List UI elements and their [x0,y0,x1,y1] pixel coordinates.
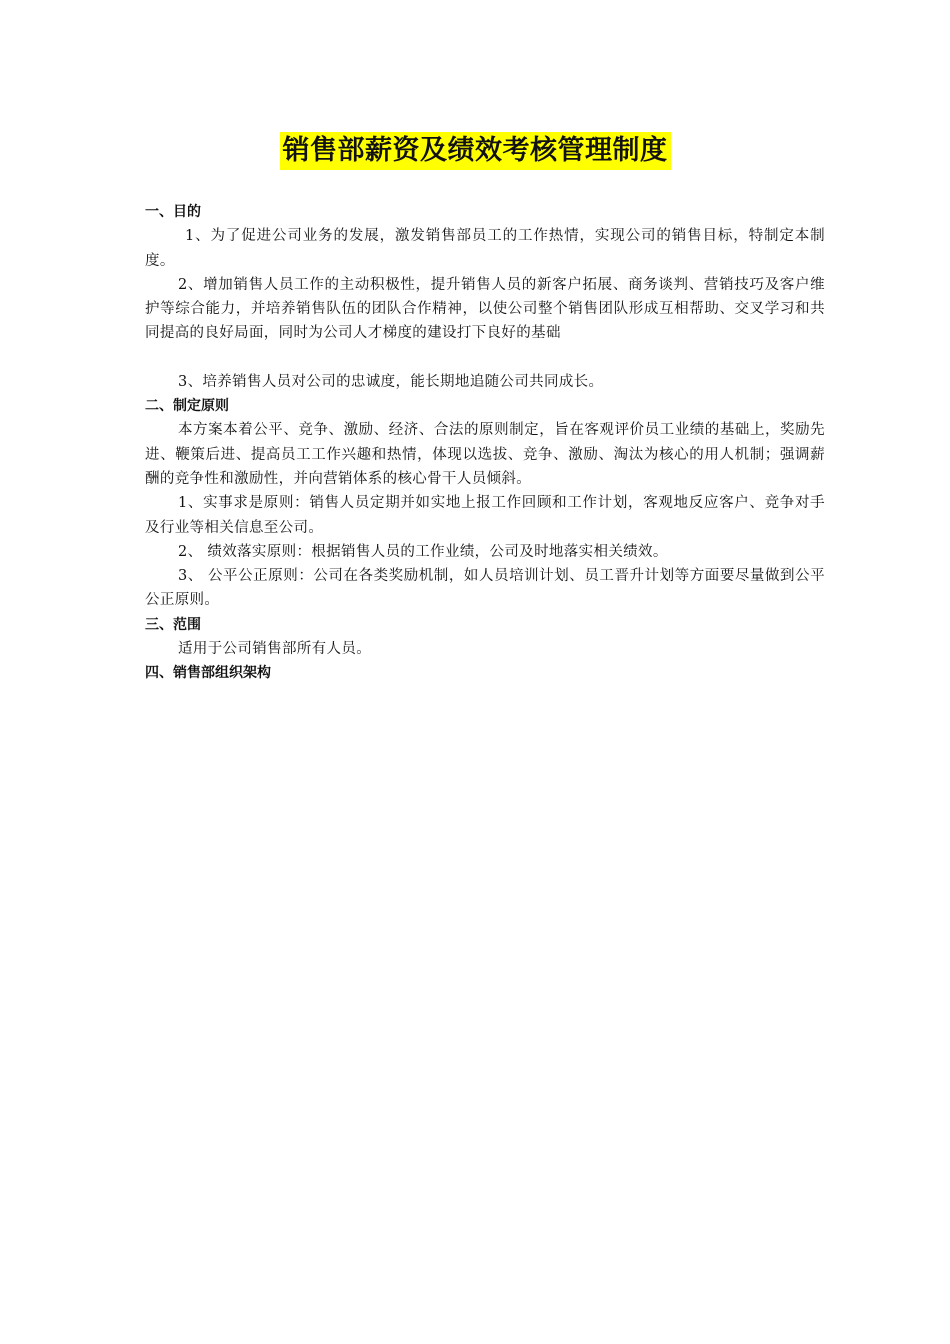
paragraph: 3、 公平公正原则：公司在各类奖励机制，如人员培训计划、员工晋升计划等方面要尽量做到公平公正原则。 [145,568,825,609]
blank-line [145,346,825,370]
document-body [145,200,825,686]
paragraph: 适用于公司销售部所有人员。 [178,641,372,658]
section-heading-org-structure: 四、销售部组织架构 [145,665,271,682]
paragraph: 本方案本着公平、竞争、激励、经济、合法的原则制定，旨在客观评价员工业绩的基础上，奖励先进、鞭策后进、提高员工工作兴趣和热情，体现以选拔、竞争、激励、淘汰为核心的用人机制；强调薪酬的竞争性和激励性，并向营销体系的核心骨干人员倾斜。 [145,422,825,487]
section-heading-purpose: 一、目的 [145,204,201,220]
title-container [0,132,950,170]
document-title: 销售部薪资及绩效考核管理制度 [280,132,671,170]
paragraph: 2、增加销售人员工作的主动积极性，提升销售人员的新客户拓展、商务谈判、营销技巧及客户维护等综合能力，并培养销售队伍的团队合作精神，以使公司整个销售团队形成互相帮助、交叉学习和共同提高的良好局面，同时为公司人才梯度的建设打下良好的基础 [145,276,825,342]
paragraph: 1、实事求是原则：销售人员定期并如实地上报工作回顾和工作计划，客观地反应客户、竞争对手及行业等相关信息至公司。 [145,495,825,536]
paragraph: 3、培养销售人员对公司的忠诚度，能长期地追随公司共同成长。 [178,373,604,390]
paragraph: 1、为了促进公司业务的发展，激发销售部员工的工作热情，实现公司的销售目标，特制定本制度。 [145,228,825,269]
paragraph: 2、 绩效落实原则：根据销售人员的工作业绩，公司及时地落实相关绩效。 [178,543,668,560]
section-heading-scope: 三、范围 [145,616,201,633]
section-heading-principles: 二、制定原则 [145,398,229,415]
